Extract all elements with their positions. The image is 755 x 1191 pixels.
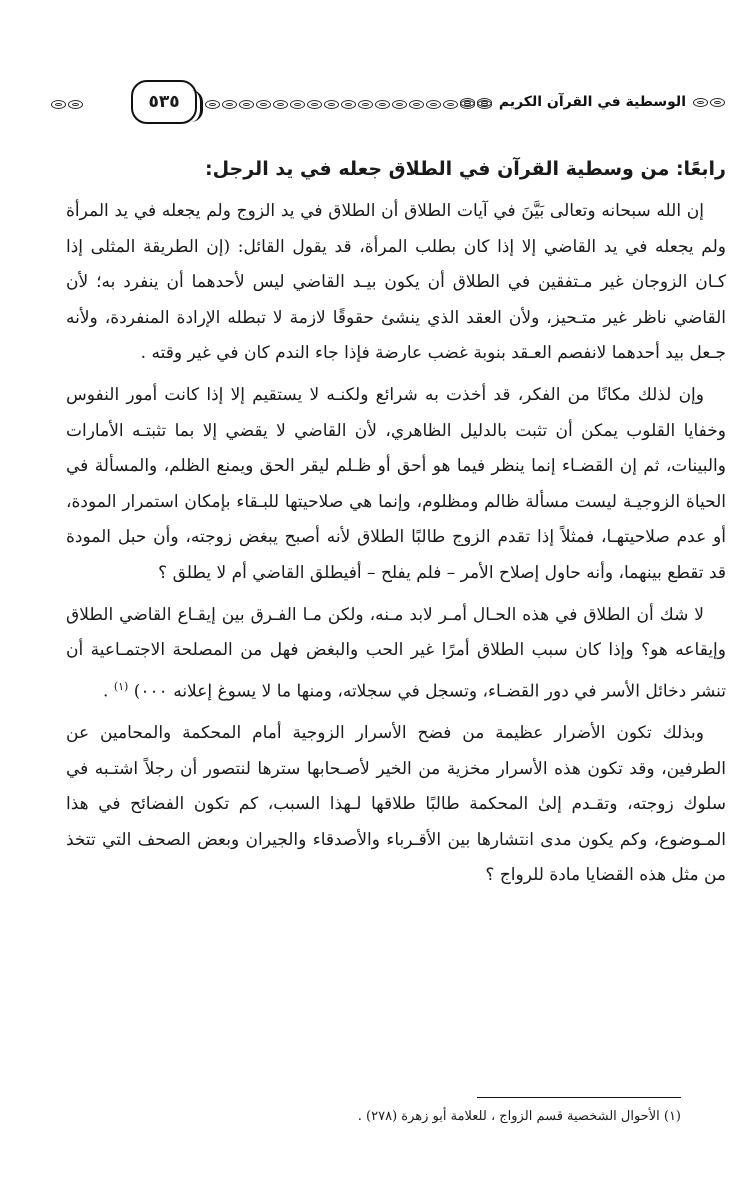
- running-title: الوسطية في القرآن الكريم: [498, 94, 686, 110]
- page-number: ٥٣٥: [131, 80, 197, 124]
- header-title-group: [459, 94, 726, 110]
- section-heading: رابعًا: من وسطية القرآن في الطلاق جعله في يد الرجل:: [204, 158, 726, 180]
- paragraph-3-text: لا شك أن الطلاق في هذه الحـال أمـر لابد مـنه، ولكن مـا الفـرق بين إيقـاع القاضي الطلاق وإيقاعه هو؟ وإذا كان سبب الطلاق أمرًا غير الحب والبغض فهل من المصلحة الاجتمـاعية أن تنشر دخائل الأسر في دور القضـاء، وتسجل في سجلاته، ومنها ما لا يسوغ إعلانه ٠٠٠): [66, 604, 726, 702]
- footnote-separator: [477, 1097, 681, 1098]
- footnote: (١) الأحوال الشخصية قسم الزواج ، للعلامة أبو زهرة (٢٧٨) .: [357, 1109, 681, 1124]
- footnote-marker: (١): [113, 679, 129, 693]
- running-header: [36, 80, 726, 140]
- paragraph-3-tail: .: [103, 681, 114, 702]
- paragraph-2: وإن لذلك مكانًا من الفكر، قد أخذت به شرائع ولكنـه لا يستقيم إلا إذا كانت أمور النفوس وخفايا القلوب يمكن أن تثبت بالدليل الظاهري، لأن القاضي لا يقضي إلا بما تثبتـه الأمارات والبينات، ثم إن القضـاء إنما ينظر فيما هو أحق أو ظـلم ليقر الحق ويمنع الظلم، والمسألة في الحياة الزوجيـة ليست مسألة ظالم ومظلوم، وإنما هي صلاحيتها للبـقاء بإمكان استمرار المودة، أو عدم صلاحيتهـا، فمثلاً إذا تقدم الزوج طالبًا الطلاق لأنه أصبح يبغض زوجته، وأن حبل المودة قد تقطع بينهما، وأنه حاول إصلاح الأمر – فلم يفلح – أفيطلق القاضي أم لا يطلق ؟: [66, 384, 726, 583]
- header-ornament-left: [50, 100, 84, 109]
- paragraph-4: وبذلك تكون الأضرار عظيمة من فضح الأسرار الزوجية أمام المحكمة والمحامين عن الطرفين، وقد تكون هذه الأسرار مخزية من الخير لأصـحابها سترها لنتصور أن رجلاً اشتـبه في سلوك زوجته، وتقـدم إلىٰ المحكمة طالبًا طلاقها لـهذا السبب، كم تكون الفضائح في هذا المـوضوع، وكم يكون مدى انتشارها بين الأقـرباء والأصدقاء والجيران وبعض الصحف التي تتخذ من مثل هذه القضايا مادة للرواج ؟: [66, 722, 726, 886]
- page-content: [66, 150, 726, 900]
- paragraph-3: [66, 598, 726, 710]
- paragraph-1: إن الله سبحانه وتعالى بَيَّنَ في آيات الطلاق أن الطلاق في يد الزوج ولم يجعله في يد المرأة ولم يجعله في يد القاضي إلا إذا كان بطلب المرأة، قد يقول القائل: (إن الطريقة المثلى إذا كـان الزوجان غير مـتفقين في الطلاق أن يكون بيـد القاضي ليس لأحدهما أن ينفرد به؛ لأن القاضي ناظر غير متـحيز، ولأن العقد الذي ينشئ حقوقًا لازمة لا تبطله الإرادة المنفردة، ولأنه جـعل بيد أحدهما لانفصم العـقد بنوبة غضب عارضة فإذا جاء الندم كان في غير وقته .: [66, 201, 726, 364]
- header-ornament-right: [692, 98, 726, 107]
- header-ornament-band: [204, 100, 493, 109]
